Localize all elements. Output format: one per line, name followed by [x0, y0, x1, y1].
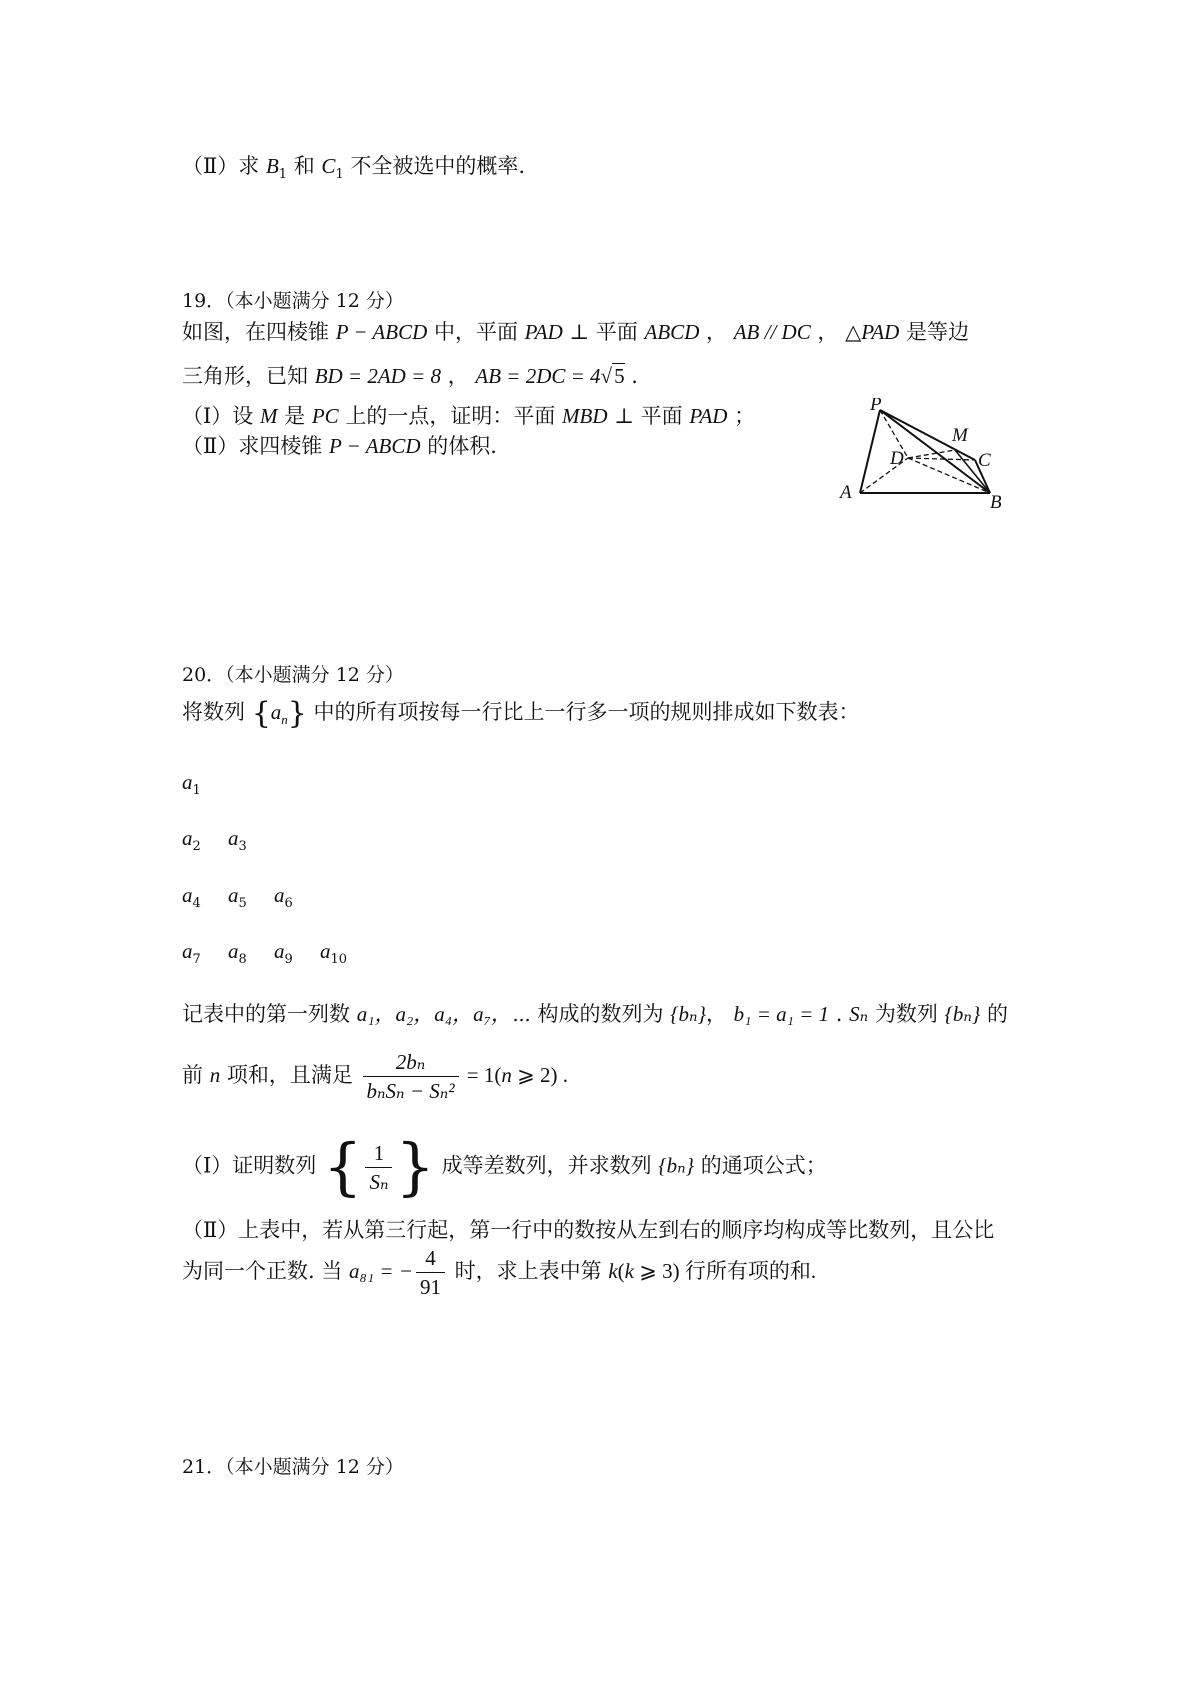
- q19-line2: 三角形，已知 BD = 2AD = 8 ， AB = 2DC = 4√5 .: [182, 364, 638, 388]
- fraction: $\frac{1}{\text{Sₙ}}$: [365, 1139, 392, 1196]
- cell-index: 7: [192, 952, 201, 968]
- table-cell: [228, 883, 274, 911]
- sqrt-sign: √: [600, 364, 613, 388]
- edge-dc: [908, 458, 975, 460]
- cell-var: a: [182, 826, 193, 850]
- q20-part1: （Ⅰ）证明数列 { $\frac{1}{\text{Sₙ}}$ } 成等差数列，并求数列 {bₙ} 的通项公式；: [182, 1130, 827, 1203]
- cell-index: 5: [238, 896, 247, 912]
- cell-var: a: [182, 883, 193, 907]
- fraction: $\frac{4}{91}$: [416, 1244, 445, 1301]
- right-brace: }: [395, 1130, 435, 1203]
- table-cell: [182, 826, 228, 854]
- edge-pa: [860, 410, 880, 493]
- cell-var: a: [182, 770, 193, 794]
- cell-var: a: [182, 939, 193, 963]
- fraction: $\frac{\text{2bₙ}}{\text{bₙSₙ − Sₙ²}}$: [363, 1048, 459, 1105]
- q20-intro: 将数列 $\{a_n\}$ 中的所有项按每一行比上一行多一项的规则排成如下数表：: [182, 696, 860, 731]
- q19-line1: 如图，在四棱锥 P − ABCD 中，平面 PAD ⊥ 平面 ABCD ， AB // DC ， △PAD 是等边: [182, 320, 970, 344]
- table-cell: [228, 826, 274, 854]
- cell-index: 9: [284, 952, 293, 968]
- cell-var: a: [274, 939, 285, 963]
- table-cell: [320, 939, 366, 967]
- cell-var: a: [228, 939, 239, 963]
- table-row-2: [182, 826, 274, 854]
- cell-index: 1: [192, 783, 201, 799]
- cell-var: a: [228, 883, 239, 907]
- q19-part2: （Ⅱ）求四棱锥 P − ABCD 的体积.: [182, 434, 497, 458]
- cell-var: a: [274, 883, 285, 907]
- cell-index: 8: [238, 952, 247, 968]
- q20-part2-line1: （Ⅱ）上表中，若从第三行起，第一行中的数按从左到右的顺序均构成等比数列，且公比: [182, 1218, 995, 1242]
- q20-part2-line2: 为同一个正数. 当 a₈₁ = − $\frac{4}{91}$ 时，求上表中第 k(k ⩾ 3) 行所有项的和.: [182, 1246, 817, 1299]
- cell-index: 10: [330, 952, 348, 968]
- q20-line-b: 记表中的第一列数 a₁，a₂，a₄，a₇，⋯ 构成的数列为 {bₙ}， b₁ = a₁ = 1 . Sₙ 为数列 {bₙ} 的: [182, 1002, 1009, 1026]
- left-brace: {: [322, 1130, 363, 1203]
- table-row-1: [182, 770, 228, 798]
- table-row-3: [182, 883, 320, 911]
- pyramid-figure: [830, 398, 1010, 538]
- label-p: P: [870, 398, 882, 415]
- cell-var: a: [320, 939, 331, 963]
- table-cell: [182, 883, 228, 911]
- cell-index: 2: [192, 839, 201, 855]
- label-c: C: [978, 450, 991, 471]
- table-cell: [182, 939, 228, 967]
- table-cell: [274, 939, 320, 967]
- q20-header: 20．（本小题满分 12 分）: [182, 664, 404, 686]
- cell-index: 4: [192, 896, 201, 912]
- table-cell: [228, 939, 274, 967]
- q19-part1: （Ⅰ）设 M 是 PC 上的一点，证明：平面 MBD ⊥ 平面 PAD ；: [182, 404, 756, 428]
- q19-header: 19．（本小题满分 12 分）: [182, 290, 404, 312]
- table-cell: [274, 883, 320, 911]
- table-row-4: [182, 939, 366, 967]
- edge-dm: [908, 450, 955, 458]
- cell-index: 6: [284, 896, 293, 912]
- label-d: D: [890, 448, 904, 469]
- table-cell: [182, 770, 228, 798]
- cell-var: a: [228, 826, 239, 850]
- q20-line-c: 前 n 项和，且满足 $\frac{\text{2bₙ}}{\text{bₙSₙ − Sₙ²}}$ = 1(n ⩾ 2) .: [182, 1050, 568, 1103]
- cell-index: 3: [238, 839, 247, 855]
- label-m: M: [952, 425, 968, 446]
- q21-header: 21．（本小题满分 12 分）: [182, 1456, 404, 1478]
- q18-part2: （Ⅱ）求 $B_1$ 和 $C_1$ 不全被选中的概率.: [182, 154, 526, 183]
- label-a: A: [840, 482, 852, 503]
- label-b: B: [990, 492, 1002, 513]
